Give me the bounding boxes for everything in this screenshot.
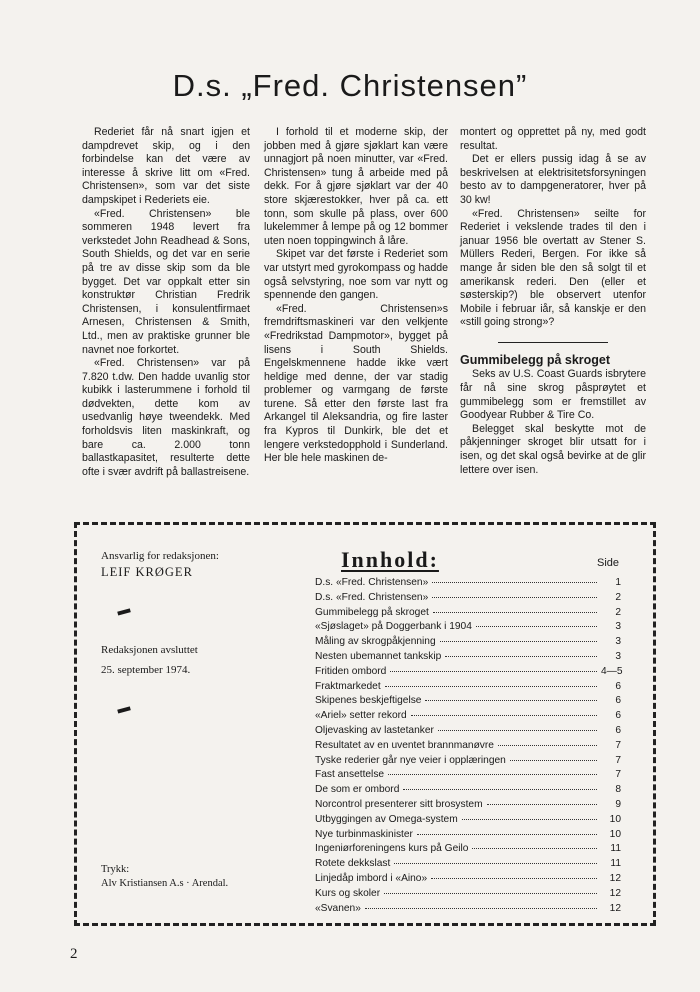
article-column-1 <box>82 126 250 479</box>
article-title: D.s. „Fred. Christensen” <box>172 68 528 103</box>
toc-entry <box>315 829 621 844</box>
toc-entry-page: 6 <box>615 710 621 722</box>
page-column-label: Side <box>597 557 620 569</box>
toc-entry-page: 7 <box>615 739 621 751</box>
printer-label: Trykk: <box>101 864 130 875</box>
paragraph: «Fred. Christensen» ble sommeren 1948 levert fra verkstedet John Readhead & Sons, South Shields, og det var en serie på tre av disse skip som da ble bygget. Det var oppkalt etter sin konstruktør Christian Fredrik Christensen, i konsulentfirmaet Arnesen, Christensen & Smith, Ltd., men av praktiske grunner ble navnet noe forkortet. <box>82 207 250 356</box>
toc-entry-page: 7 <box>615 769 621 781</box>
paragraph: Det er ellers pussig idag å se av beskrivelsen at elektrisitetsforsyningen besto av to dampgeneratorer, hver på 30 kw! <box>460 153 646 206</box>
toc-leader-dots <box>365 907 597 909</box>
toc-leader-dots <box>440 640 597 642</box>
toc-entry <box>315 843 621 858</box>
paragraph: Seks av U.S. Coast Guards isbrytere får nå sine skrog påsprøytet et gummibelegg som er fremstillet av Goodyear Rubber & Tire Co. <box>460 368 646 422</box>
toc-leader-dots <box>384 892 597 894</box>
toc-entry-page: 6 <box>615 724 621 736</box>
toc-leader-dots <box>472 847 597 849</box>
toc-entry-title: Fast ansettelse <box>315 769 385 781</box>
paragraph: Skipet var det første i Rederiet som var utstyrt med gyrokompass og hadde også selvstyring, noe som var nytt og spennende den gangen. <box>264 248 448 302</box>
toc-entry <box>315 681 621 696</box>
toc-entry-title: Nesten ubemannet tankskip <box>315 650 442 662</box>
toc-entry <box>315 651 621 666</box>
toc-entry-page: 3 <box>615 621 621 633</box>
toc-entry-page: 10 <box>609 828 621 840</box>
toc-leader-dots <box>438 729 597 731</box>
toc-leader-dots <box>432 581 597 583</box>
toc-leader-dots <box>462 818 597 820</box>
toc-entry-title: «Svanen» <box>315 902 361 914</box>
toc-entry <box>315 710 621 725</box>
closed-label: Redaksjonen avsluttet <box>101 644 198 656</box>
toc-entry-page: 11 <box>610 858 621 870</box>
toc-leader-dots <box>417 833 597 835</box>
toc-entry <box>315 799 621 814</box>
toc-entry-page: 3 <box>615 650 621 662</box>
toc-leader-dots <box>445 655 597 657</box>
toc-entry-page: 1 <box>615 577 621 588</box>
toc-leader-dots <box>487 803 597 805</box>
toc-entry-page: 12 <box>609 902 621 914</box>
toc-entry-page: 3 <box>615 636 621 648</box>
toc-entry-title: D.s. «Fred. Christensen» <box>315 577 429 588</box>
toc-entry-page: 4—5 <box>601 665 623 677</box>
toc-entry <box>315 577 621 592</box>
toc-leader-dots <box>388 773 597 775</box>
printer-info <box>101 863 301 891</box>
ornament-icon: ▬ <box>115 600 132 619</box>
toc-entry-page: 6 <box>615 695 621 707</box>
toc-entry-page: 8 <box>615 784 621 796</box>
toc-entry-page: 2 <box>615 606 621 618</box>
section-heading: Gummibelegg på skroget <box>460 353 611 368</box>
toc-entry <box>315 740 621 755</box>
toc-leader-dots <box>390 670 597 672</box>
toc-leader-dots <box>403 788 597 790</box>
toc-leader-dots <box>425 699 597 701</box>
toc-entry <box>315 814 621 829</box>
toc-entry <box>315 725 621 740</box>
toc-entry <box>315 858 621 873</box>
table-of-contents <box>315 577 621 917</box>
toc-entry <box>315 695 621 710</box>
toc-entry-title: «Sjøslaget» på Doggerbank i 1904 <box>315 621 472 633</box>
toc-leader-dots <box>431 877 597 879</box>
toc-leader-dots <box>432 596 597 598</box>
paragraph: «Fred. Christensen»s fremdriftsmaskineri var den velkjente «Fredrikstad Dampmotor», bygget på lisens i South Shields. Engelskmennene hadde ikke vært heldige med denne, der var stadig problemer og varmgang de første turene. Så etter den første last fra Arkangel til Aleksandria, og fire laster fra Kypros til Dunkirk, ble det et lengere verkstedopphold i Sunderland. Her ble hele maskinen de- <box>264 302 448 465</box>
section-divider <box>498 342 608 344</box>
toc-entry-page: 7 <box>615 754 621 766</box>
toc-entry <box>315 903 621 918</box>
toc-entry-title: Gummibelegg på skroget <box>315 606 429 618</box>
article-column-3 <box>460 126 646 477</box>
toc-entry-page: 12 <box>609 887 621 899</box>
toc-entry-title: Nye turbinmaskinister <box>315 828 413 840</box>
toc-entry <box>315 636 621 651</box>
toc-entry-page: 9 <box>615 798 621 810</box>
toc-leader-dots <box>433 611 597 613</box>
toc-entry-title: «Ariel» setter rekord <box>315 710 407 722</box>
toc-leader-dots <box>394 862 597 864</box>
paragraph: Belegget skal beskytte mot de påkjenninger skroget blir utsatt for i isen, og det skal også bevirke at de glir lettere over isen. <box>460 422 646 476</box>
ornament-icon: ▬ <box>115 698 132 717</box>
paragraph: «Fred. Christensen» var på 7.820 t.dw. Den hadde uvanlig stor kubikk i lasterummene i forhold til dødvekten, dette kom av usedvanlig høye tweendekk. Med forholdsvis liten maskinkraft, og bare ca. 2.000 tonn ballastkapasitet, resulterte dette ofte i svær avdrift på ballastreisene. <box>82 357 250 478</box>
toc-leader-dots <box>476 625 597 627</box>
toc-entry-page: 2 <box>615 591 621 603</box>
closed-date: 25. september 1974. <box>101 664 191 676</box>
toc-entry <box>315 873 621 888</box>
contents-box <box>74 522 656 926</box>
editor-label: Ansvarlig for redaksjonen: <box>101 550 219 562</box>
toc-leader-dots <box>498 744 597 746</box>
printer-name: Alv Kristiansen A.s · Arendal. <box>101 878 229 889</box>
toc-entry <box>315 621 621 636</box>
toc-entry-page: 10 <box>609 813 621 825</box>
masthead <box>101 549 301 735</box>
toc-entry-page: 12 <box>609 872 621 884</box>
toc-leader-dots <box>411 714 597 716</box>
toc-entry-title: D.s. «Fred. Christensen» <box>315 591 429 603</box>
toc-entry <box>315 755 621 770</box>
paragraph: Rederiet får nå snart igjen et dampdrevet skip, og i den forbindelse kan det være av interesse å skrive litt om «Fred. Christensen», som var det siste dampskipet i Rederiets eie. <box>82 126 250 206</box>
toc-entry-title: Fritiden ombord <box>315 665 387 677</box>
toc-entry-title: Rotete dekkslast <box>315 858 391 870</box>
editor-name: LEIF KRØGER <box>101 565 193 579</box>
toc-entry-title: Resultatet av en uventet brannmanøvre <box>315 739 494 751</box>
toc-leader-dots <box>510 759 597 761</box>
page-number: 2 <box>70 946 78 962</box>
toc-leader-dots <box>385 685 597 687</box>
toc-entry-title: Oljevasking av lastetanker <box>315 724 434 736</box>
toc-entry-title: Skipenes beskjeftigelse <box>315 695 422 707</box>
toc-entry-title: Tyske rederier går nye veier i opplæringen <box>315 754 506 766</box>
toc-entry-title: Linjedåp imbord i «Aino» <box>315 872 428 884</box>
toc-entry-page: 6 <box>615 680 621 692</box>
paragraph: montert og opprettet på ny, med godt resultat. <box>460 126 646 152</box>
paragraph: «Fred. Christensen» seilte for Rederiet i vekslende trades til den i januar 1956 ble overtatt av Stener S. Müllers Rederi, Bergen. For ikke så mange år siden ble den så solgt til et amerikansk rederi. Den (eller et søsterskip?) ble observert utenfor Mobile i februar iår, så kanskje er den «still going strong»? <box>460 207 646 329</box>
toc-entry-title: Kurs og skoler <box>315 887 381 899</box>
toc-entry <box>315 607 621 622</box>
toc-entry-title: Måling av skrogpåkjenning <box>315 636 436 648</box>
contents-heading: Innhold: <box>341 547 439 572</box>
toc-entry-title: Ingeniørforeningens kurs på Geilo <box>315 843 469 855</box>
toc-entry-title: De som er ombord <box>315 784 400 796</box>
toc-entry-title: Utbyggingen av Omega-system <box>315 813 458 825</box>
toc-entry <box>315 769 621 784</box>
toc-entry <box>315 888 621 903</box>
paragraph: I forhold til et moderne skip, der jobben med å gjøre sjøklart kan være unnagjort på noen minutter, var «Fred. Christensen» tung å arbeide med på dekk. For å gjøre sjøklart var der 40 store skjærestokker, hver på ca. ett tonn, som skulle på plass, over 600 lukelemmer å lempe på og 12 bommer uten noen toppingwinch å låre. <box>264 126 448 247</box>
article-column-2 <box>264 126 448 466</box>
toc-entry <box>315 666 621 681</box>
toc-entry <box>315 784 621 799</box>
toc-entry <box>315 592 621 607</box>
toc-entry-page: 11 <box>610 843 621 855</box>
toc-entry-title: Norcontrol presenterer sitt brosystem <box>315 798 483 810</box>
toc-entry-title: Fraktmarkedet <box>315 680 381 692</box>
